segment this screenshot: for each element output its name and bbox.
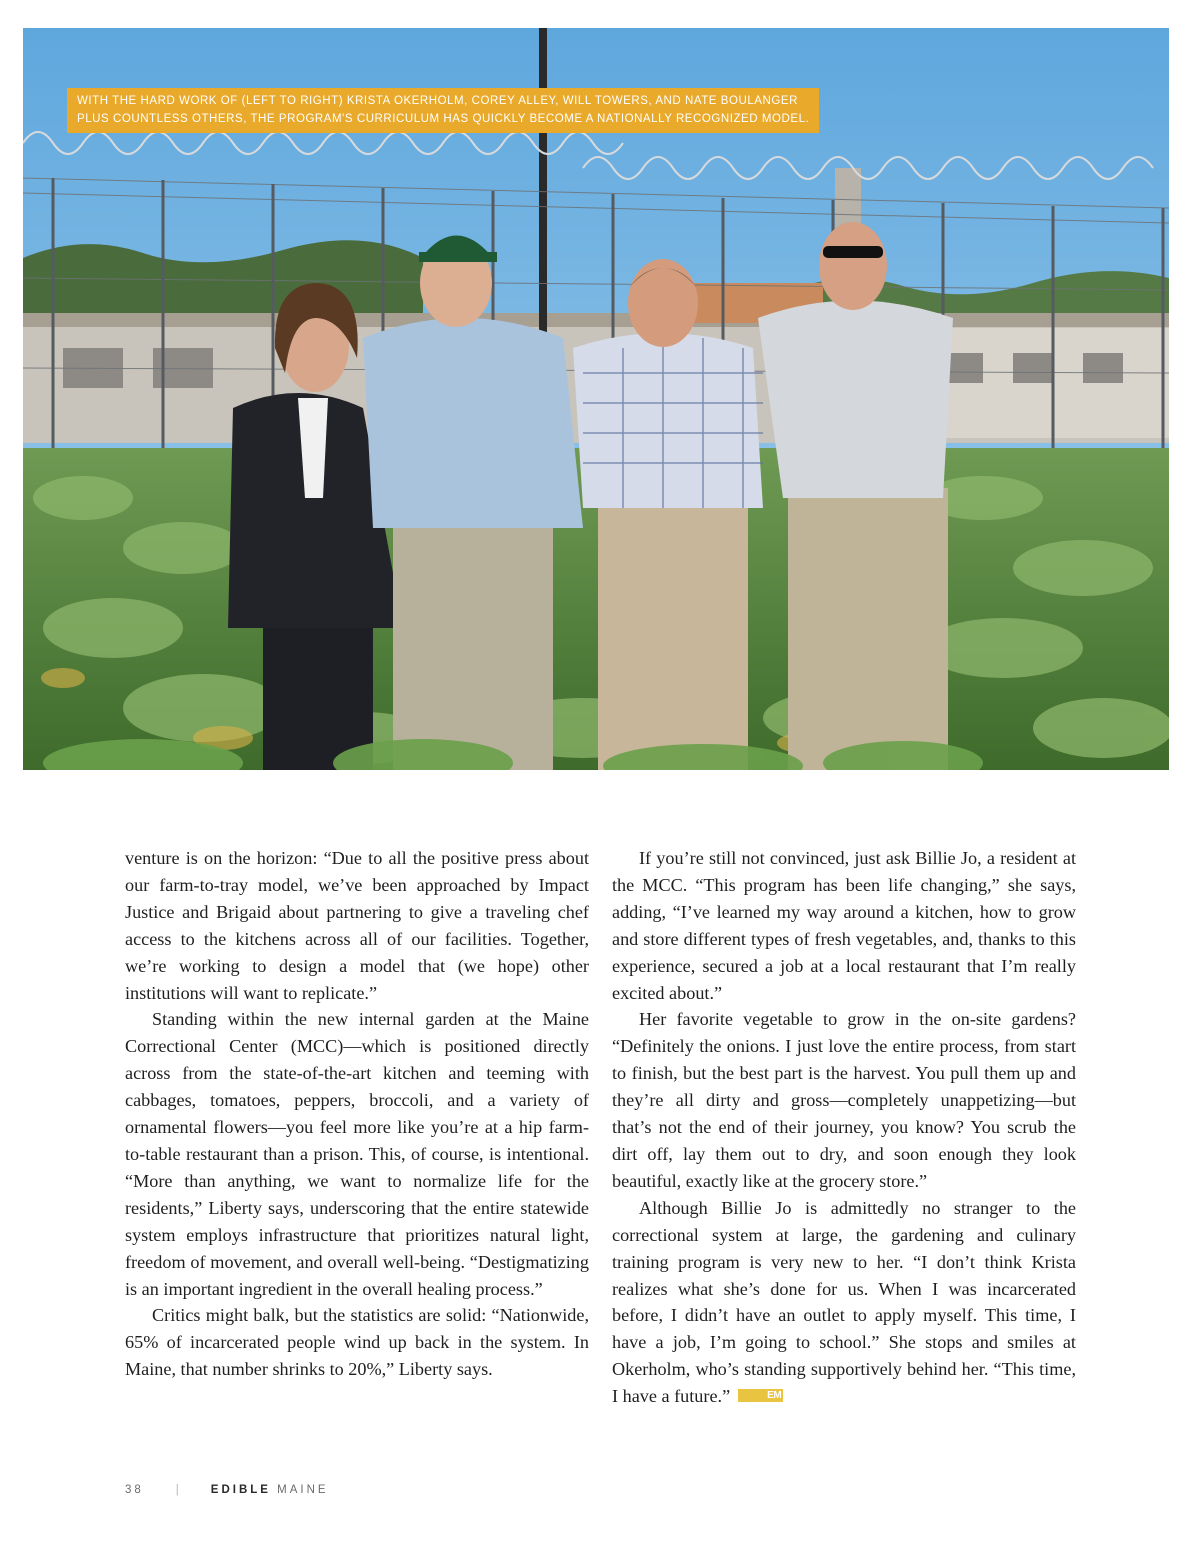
article-left-column bbox=[125, 845, 589, 1383]
end-mark-logo: EM bbox=[738, 1389, 783, 1402]
paragraph: Her favorite vegetable to grow in the on-site gardens? “Definitely the onions. I just love the entire process, from start to finish, but the best part is the harvest. You pull them up and they’re all dirty and gross—completely unappetizing—but that’s not the end of their journey, you know? You scrub the dirt off, lay them out to dry, and soon enough they look beautiful, exactly like at the grocery store.” bbox=[612, 1009, 1076, 1191]
garden-photo-illustration bbox=[23, 28, 1169, 770]
paragraph: venture is on the horizon: “Due to all the positive press about our farm-to-tray model, we’ve been approached by Impact Justice and Brigaid about partnering to give a traveling chef access to the kitchens across all of our facilities. Together, we’re working to design a model that (we hope) other institutions will want to replicate.” bbox=[125, 848, 589, 1003]
paragraph: If you’re still not convinced, just ask Billie Jo, a resident at the MCC. “This program has been life changing,” she says, adding, “I’ve learned my way around a kitchen, how to grow and store different types of fresh vegetables, and, thanks to this experience, secured a job at a local restaurant that I’m really excited about.” bbox=[612, 848, 1076, 1003]
article-right-column bbox=[612, 845, 1076, 1410]
page-footer bbox=[125, 1484, 329, 1496]
feature-photo bbox=[23, 28, 1169, 770]
paragraph-last bbox=[612, 1195, 1076, 1410]
page-number: 38 bbox=[125, 1484, 144, 1496]
caption-line-2: PLUS COUNTLESS OTHERS, THE PROGRAM'S CURRICULUM HAS QUICKLY BECOME A NATIONALLY RECOGNIZED MODEL. bbox=[77, 113, 810, 125]
photo-caption bbox=[67, 88, 819, 133]
magazine-name-bold: EDIBLE bbox=[210, 1484, 271, 1496]
footer-separator: | bbox=[175, 1484, 179, 1496]
paragraph-text: Although Billie Jo is admittedly no stranger to the correctional system at large, the gardening and culinary training program is very new to her. “I don’t think Krista realizes what she’s done for us. When I was incarcerated before, I didn’t have an outlet to apply myself. This time, I have a job, I’m going to school.” She stops and smiles at Okerholm, who’s standing supportively behind her. “This time, I have a future.” bbox=[612, 1197, 1076, 1407]
paragraph: Standing within the new internal garden at the Maine Correctional Center (MCC)—which is positioned directly across from the state-of-the-art kitchen and teeming with cabbages, tomatoes, peppers, broccoli, and a variety of ornamental flowers—you feel more like you’re at a hip farm-to-table restaurant than a prison. This, of course, is intentional. “More than anything, we want to normalize life for the residents,” Liberty says, underscoring that the entire statewide system employs infrastructure that prioritizes natural light, freedom of movement, and overall well-being. “Destigmatizing is an important ingredient in the overall healing process.” bbox=[125, 1009, 589, 1299]
paragraph: Critics might balk, but the statistics are solid: “Nationwide, 65% of incarcerated people wind up back in the system. In Maine, that number shrinks to 20%,” Liberty says. bbox=[125, 1305, 589, 1380]
caption-line-1: WITH THE HARD WORK OF (LEFT TO RIGHT) KRISTA OKERHOLM, COREY ALLEY, WILL TOWERS, AND NATE BOULANGER bbox=[77, 95, 798, 107]
magazine-name-light: MAINE bbox=[277, 1484, 329, 1496]
